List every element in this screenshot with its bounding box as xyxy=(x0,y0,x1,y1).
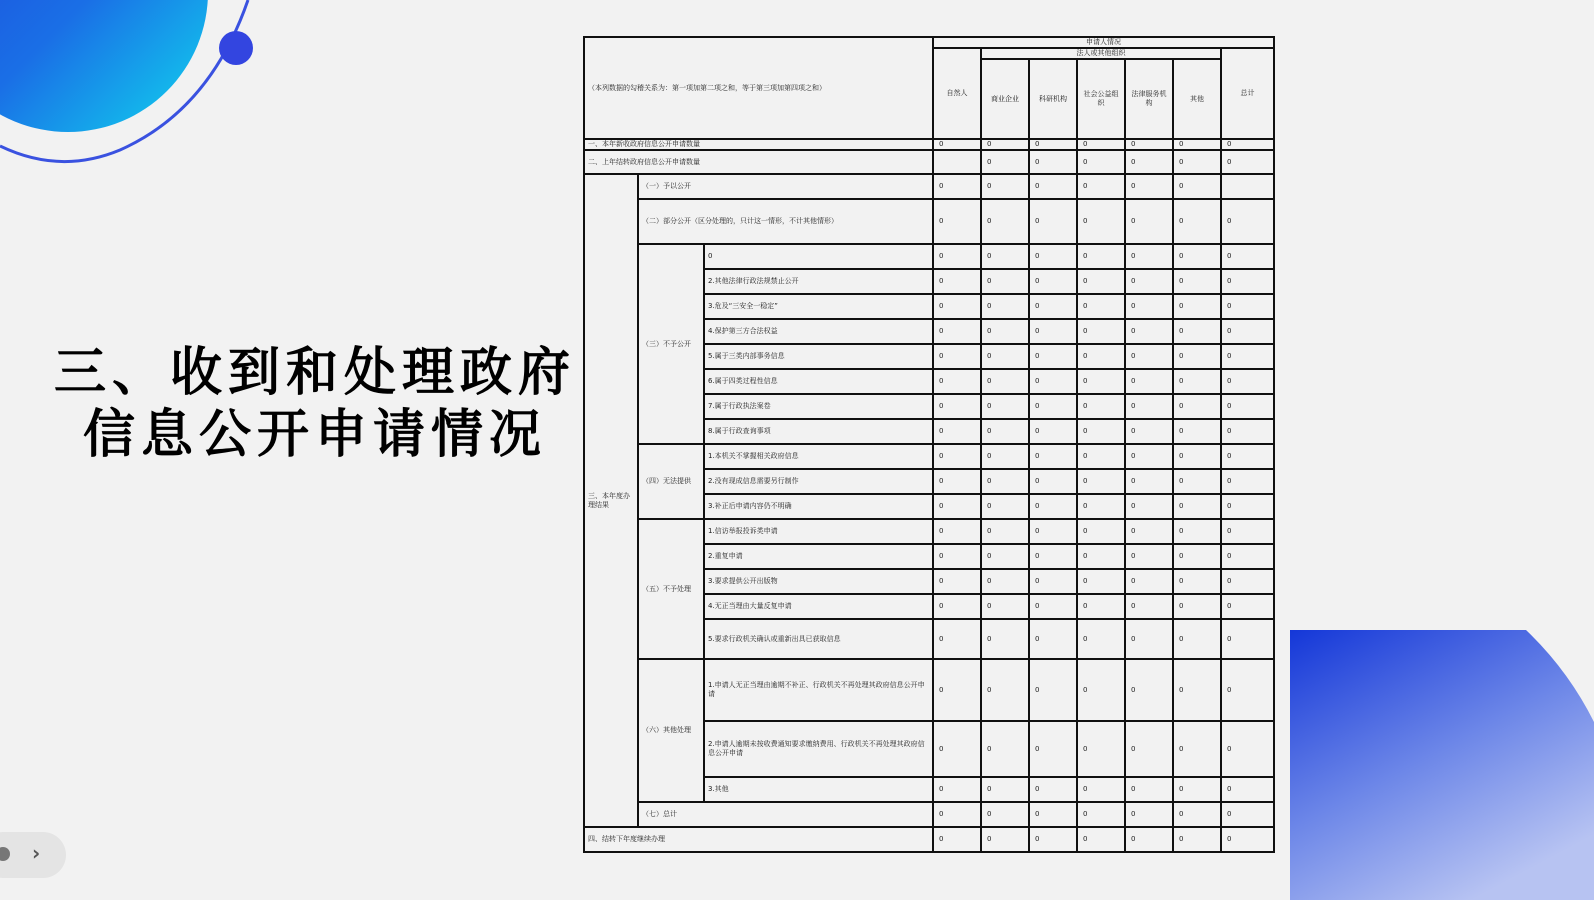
item-label: 6.属于四类过程性信息 xyxy=(704,369,933,394)
value-cell: 0 xyxy=(933,569,981,594)
next-arrow-icon[interactable]: › xyxy=(32,841,41,865)
value-cell: 0 xyxy=(1029,419,1077,444)
value-cell: 0 xyxy=(1029,659,1077,721)
header-social: 社会公益组织 xyxy=(1077,59,1125,139)
value-cell: 0 xyxy=(1077,269,1125,294)
table-row xyxy=(584,139,1274,150)
value-cell: 0 xyxy=(1173,802,1221,827)
value-cell: 0 xyxy=(1125,174,1173,199)
value-cell: 0 xyxy=(1077,721,1125,777)
value-cell: 0 xyxy=(933,269,981,294)
value-cell: 0 xyxy=(1077,344,1125,369)
value-cell: 0 xyxy=(1221,150,1274,174)
value-cell: 0 xyxy=(1077,199,1125,244)
value-cell: 0 xyxy=(1029,519,1077,544)
value-cell: 0 xyxy=(933,777,981,802)
value-cell: 0 xyxy=(1029,294,1077,319)
value-cell: 0 xyxy=(1125,802,1173,827)
value-cell: 0 xyxy=(981,344,1029,369)
value-cell: 0 xyxy=(1125,344,1173,369)
value-cell: 0 xyxy=(1125,319,1173,344)
value-cell: 0 xyxy=(1029,802,1077,827)
value-cell: 0 xyxy=(1125,569,1173,594)
value-cell: 0 xyxy=(933,444,981,469)
value-cell: 0 xyxy=(981,150,1029,174)
value-cell: 0 xyxy=(981,139,1029,150)
value-cell: 0 xyxy=(1125,419,1173,444)
value-cell: 0 xyxy=(1077,174,1125,199)
value-cell: 0 xyxy=(1221,444,1274,469)
row-label: 二、上年结转政府信息公开申请数量 xyxy=(584,150,933,174)
value-cell: 0 xyxy=(1173,150,1221,174)
value-cell: 0 xyxy=(1125,594,1173,619)
value-cell: 0 xyxy=(1173,569,1221,594)
value-cell: 0 xyxy=(1125,721,1173,777)
item-label: 0 xyxy=(704,244,933,269)
value-cell: 0 xyxy=(1221,619,1274,659)
value-cell: 0 xyxy=(981,827,1029,852)
value-cell: 0 xyxy=(981,544,1029,569)
table-row xyxy=(584,519,1274,544)
value-cell: 0 xyxy=(981,294,1029,319)
value-cell: 0 xyxy=(981,394,1029,419)
value-cell: 0 xyxy=(1173,244,1221,269)
item-label: 2.重复申请 xyxy=(704,544,933,569)
value-cell: 0 xyxy=(1077,777,1125,802)
value-cell: 0 xyxy=(1029,544,1077,569)
value-cell: 0 xyxy=(1029,494,1077,519)
value-cell: 0 xyxy=(1029,369,1077,394)
value-cell: 0 xyxy=(1221,659,1274,721)
value-cell: 0 xyxy=(1077,519,1125,544)
value-cell: 0 xyxy=(981,319,1029,344)
value-cell: 0 xyxy=(1077,569,1125,594)
value-cell: 0 xyxy=(1173,469,1221,494)
value-cell: 0 xyxy=(1077,244,1125,269)
title-line-1: 三、收到和处理政府 xyxy=(53,343,576,403)
value-cell: 0 xyxy=(1173,319,1221,344)
value-cell: 0 xyxy=(981,659,1029,721)
header-other: 其他 xyxy=(1173,59,1221,139)
table-row xyxy=(584,150,1274,174)
header-note: （本列数据的勾稽关系为：第一项加第二项之和，等于第三项加第四项之和） xyxy=(584,37,933,139)
item-label: 3.危及“三安全一稳定” xyxy=(704,294,933,319)
row-label: 四、结转下年度继续办理 xyxy=(584,827,933,852)
item-label: 2.申请人逾期未按收费通知要求缴纳费用、行政机关不再处理其政府信息公开申请 xyxy=(704,721,933,777)
table-row xyxy=(584,659,1274,721)
value-cell: 0 xyxy=(1077,802,1125,827)
value-cell: 0 xyxy=(1125,659,1173,721)
value-cell: 0 xyxy=(981,519,1029,544)
slide-controls xyxy=(0,832,66,878)
value-cell: 0 xyxy=(1077,544,1125,569)
value-cell: 0 xyxy=(981,569,1029,594)
value-cell: 0 xyxy=(981,494,1029,519)
item-label: 4.无正当理由大量反复申请 xyxy=(704,594,933,619)
value-cell: 0 xyxy=(1173,419,1221,444)
value-cell: 0 xyxy=(1221,294,1274,319)
value-cell: 0 xyxy=(1125,619,1173,659)
item-label: 4.保护第三方合法权益 xyxy=(704,319,933,344)
item-label: 5.属于三类内部事务信息 xyxy=(704,344,933,369)
value-cell: 0 xyxy=(933,394,981,419)
value-cell: 0 xyxy=(1221,721,1274,777)
value-cell: 0 xyxy=(1173,269,1221,294)
value-cell: 0 xyxy=(1173,659,1221,721)
table-row xyxy=(584,827,1274,852)
value-cell: 0 xyxy=(933,721,981,777)
section-label: 三、本年度办理结果 xyxy=(584,174,638,827)
value-cell: 0 xyxy=(1221,369,1274,394)
value-cell: 0 xyxy=(1173,777,1221,802)
group-label: （五）不予处理 xyxy=(638,519,704,659)
decorative-gradient-bottom-right xyxy=(1290,630,1594,900)
value-cell: 0 xyxy=(1029,827,1077,852)
value-cell: 0 xyxy=(933,544,981,569)
value-cell: 0 xyxy=(1173,369,1221,394)
value-cell: 0 xyxy=(1221,244,1274,269)
value-cell: 0 xyxy=(1029,569,1077,594)
row-label: （二）部分公开（区分处理的，只计这一情形，不计其他情形） xyxy=(638,199,933,244)
value-cell: 0 xyxy=(1125,494,1173,519)
item-label: 3.要求提供公开出版物 xyxy=(704,569,933,594)
value-cell: 0 xyxy=(1077,469,1125,494)
menu-icon[interactable] xyxy=(0,847,10,861)
value-cell: 0 xyxy=(1173,294,1221,319)
title-line-2: 信息公开申请情况 xyxy=(82,405,547,465)
value-cell: 0 xyxy=(1125,139,1173,150)
value-cell: 0 xyxy=(1077,594,1125,619)
value-cell: 0 xyxy=(1029,721,1077,777)
application-stats-table xyxy=(583,36,1275,853)
value-cell: 0 xyxy=(1173,394,1221,419)
value-cell xyxy=(933,150,981,174)
item-label: 1.本机关不掌握相关政府信息 xyxy=(704,444,933,469)
value-cell: 0 xyxy=(1125,369,1173,394)
decorative-circle-top-left xyxy=(0,0,270,180)
item-label: 7.属于行政执法案卷 xyxy=(704,394,933,419)
value-cell: 0 xyxy=(1077,827,1125,852)
value-cell: 0 xyxy=(1221,594,1274,619)
value-cell: 0 xyxy=(933,594,981,619)
value-cell: 0 xyxy=(981,269,1029,294)
value-cell: 0 xyxy=(1221,344,1274,369)
row-label: （一）予以公开 xyxy=(638,174,933,199)
item-label: 2.其他法律行政法规禁止公开 xyxy=(704,269,933,294)
value-cell: 0 xyxy=(933,494,981,519)
value-cell: 0 xyxy=(1029,319,1077,344)
value-cell: 0 xyxy=(981,619,1029,659)
row-label: 一、本年新收政府信息公开申请数量 xyxy=(584,139,933,150)
item-label: 3.补正后申请内容仍不明确 xyxy=(704,494,933,519)
value-cell: 0 xyxy=(1125,394,1173,419)
value-cell: 0 xyxy=(1077,444,1125,469)
value-cell: 0 xyxy=(1029,394,1077,419)
table-row xyxy=(584,199,1274,244)
value-cell: 0 xyxy=(1221,394,1274,419)
header-commercial: 商业企业 xyxy=(981,59,1029,139)
value-cell: 0 xyxy=(1029,444,1077,469)
value-cell: 0 xyxy=(1173,519,1221,544)
table-row xyxy=(584,444,1274,469)
value-cell: 0 xyxy=(1077,150,1125,174)
value-cell: 0 xyxy=(1125,777,1173,802)
row-label: （七）总计 xyxy=(638,802,933,827)
item-label: 2.没有现成信息需要另行制作 xyxy=(704,469,933,494)
value-cell: 0 xyxy=(1029,139,1077,150)
value-cell: 0 xyxy=(1221,319,1274,344)
value-cell: 0 xyxy=(1221,569,1274,594)
value-cell: 0 xyxy=(981,777,1029,802)
value-cell: 0 xyxy=(1029,199,1077,244)
value-cell: 0 xyxy=(1221,827,1274,852)
value-cell: 0 xyxy=(1173,139,1221,150)
header-legal-entity: 法人或其他组织 xyxy=(981,48,1221,59)
value-cell: 0 xyxy=(1173,594,1221,619)
item-label: 5.要求行政机关确认或重新出具已获取信息 xyxy=(704,619,933,659)
value-cell: 0 xyxy=(933,174,981,199)
value-cell: 0 xyxy=(1077,294,1125,319)
value-cell: 0 xyxy=(1125,150,1173,174)
value-cell: 0 xyxy=(1221,777,1274,802)
value-cell: 0 xyxy=(1173,199,1221,244)
value-cell: 0 xyxy=(1077,419,1125,444)
value-cell: 0 xyxy=(1173,344,1221,369)
value-cell: 0 xyxy=(981,444,1029,469)
value-cell: 0 xyxy=(933,139,981,150)
value-cell: 0 xyxy=(1221,519,1274,544)
value-cell: 0 xyxy=(981,419,1029,444)
value-cell: 0 xyxy=(933,419,981,444)
value-cell: 0 xyxy=(1125,827,1173,852)
value-cell: 0 xyxy=(1221,419,1274,444)
item-label: 1.申请人无正当理由逾期不补正、行政机关不再处理其政府信息公开申请 xyxy=(704,659,933,721)
value-cell: 0 xyxy=(1029,174,1077,199)
table-row xyxy=(584,174,1274,199)
value-cell: 0 xyxy=(933,199,981,244)
value-cell: 0 xyxy=(1125,244,1173,269)
value-cell: 0 xyxy=(1125,444,1173,469)
value-cell: 0 xyxy=(933,519,981,544)
value-cell: 0 xyxy=(933,619,981,659)
value-cell: 0 xyxy=(1221,199,1274,244)
value-cell: 0 xyxy=(1077,139,1125,150)
value-cell: 0 xyxy=(1125,269,1173,294)
value-cell: 0 xyxy=(1125,294,1173,319)
value-cell: 0 xyxy=(1125,469,1173,494)
value-cell: 0 xyxy=(1221,544,1274,569)
value-cell: 0 xyxy=(1029,469,1077,494)
value-cell: 0 xyxy=(1173,619,1221,659)
value-cell: 0 xyxy=(933,802,981,827)
value-cell: 0 xyxy=(1125,544,1173,569)
value-cell xyxy=(1221,174,1274,199)
value-cell: 0 xyxy=(981,199,1029,244)
value-cell: 0 xyxy=(1173,827,1221,852)
value-cell: 0 xyxy=(1221,139,1274,150)
value-cell: 0 xyxy=(933,244,981,269)
value-cell: 0 xyxy=(933,827,981,852)
value-cell: 0 xyxy=(981,174,1029,199)
header-applicant: 申请人情况 xyxy=(933,37,1274,48)
item-label: 3.其他 xyxy=(704,777,933,802)
value-cell: 0 xyxy=(933,344,981,369)
item-label: 1.信访举报投诉类申请 xyxy=(704,519,933,544)
header-research: 科研机构 xyxy=(1029,59,1077,139)
value-cell: 0 xyxy=(1029,594,1077,619)
value-cell: 0 xyxy=(1125,519,1173,544)
value-cell: 0 xyxy=(1221,469,1274,494)
value-cell: 0 xyxy=(1173,494,1221,519)
value-cell: 0 xyxy=(1173,444,1221,469)
value-cell: 0 xyxy=(1173,544,1221,569)
value-cell: 0 xyxy=(1077,619,1125,659)
value-cell: 0 xyxy=(1029,244,1077,269)
value-cell: 0 xyxy=(1221,494,1274,519)
header-total: 总计 xyxy=(1221,48,1274,139)
value-cell: 0 xyxy=(981,244,1029,269)
group-label: （三）不予公开 xyxy=(638,244,704,444)
value-cell: 0 xyxy=(933,469,981,494)
value-cell: 0 xyxy=(933,659,981,721)
value-cell: 0 xyxy=(981,469,1029,494)
value-cell: 0 xyxy=(1173,174,1221,199)
value-cell: 0 xyxy=(933,294,981,319)
value-cell: 0 xyxy=(1173,721,1221,777)
value-cell: 0 xyxy=(981,802,1029,827)
value-cell: 0 xyxy=(1077,494,1125,519)
value-cell: 0 xyxy=(1077,659,1125,721)
value-cell: 0 xyxy=(933,319,981,344)
item-label: 8.属于行政查询事项 xyxy=(704,419,933,444)
value-cell: 0 xyxy=(1077,369,1125,394)
value-cell: 0 xyxy=(933,369,981,394)
value-cell: 0 xyxy=(1221,802,1274,827)
value-cell: 0 xyxy=(981,369,1029,394)
value-cell: 0 xyxy=(1077,319,1125,344)
group-label: （六）其他处理 xyxy=(638,659,704,802)
value-cell: 0 xyxy=(1029,269,1077,294)
value-cell: 0 xyxy=(981,721,1029,777)
table-row xyxy=(584,244,1274,269)
table-row xyxy=(584,802,1274,827)
value-cell: 0 xyxy=(1125,199,1173,244)
value-cell: 0 xyxy=(981,594,1029,619)
value-cell: 0 xyxy=(1029,150,1077,174)
value-cell: 0 xyxy=(1029,777,1077,802)
header-natural-person: 自然人 xyxy=(933,48,981,139)
group-label: （四）无法提供 xyxy=(638,444,704,519)
value-cell: 0 xyxy=(1029,619,1077,659)
page-title xyxy=(40,342,590,466)
header-legal-service: 法律服务机构 xyxy=(1125,59,1173,139)
value-cell: 0 xyxy=(1221,269,1274,294)
value-cell: 0 xyxy=(1077,394,1125,419)
value-cell: 0 xyxy=(1029,344,1077,369)
